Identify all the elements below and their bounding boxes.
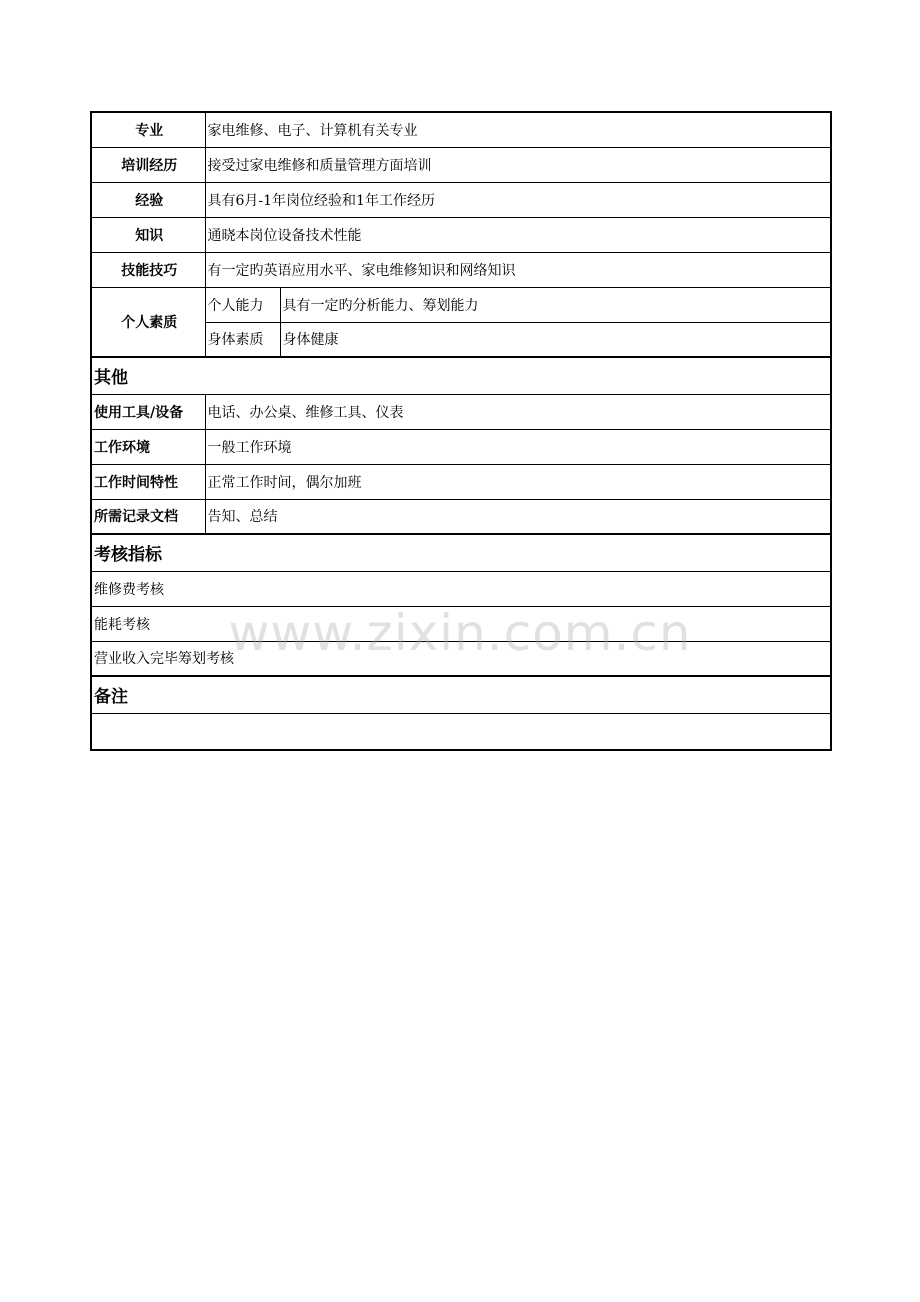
row-label-documents: 所需记录文档 <box>91 499 205 534</box>
job-description-table <box>90 111 832 751</box>
section-header-other <box>91 357 831 394</box>
table-row <box>91 464 831 499</box>
remarks-row <box>91 713 831 750</box>
sub-value-physical: 身体健康 <box>280 322 831 357</box>
row-label-training: 培训经历 <box>91 147 205 182</box>
sub-label-ability: 个人能力 <box>205 287 280 322</box>
row-label-knowledge: 知识 <box>91 217 205 252</box>
section-header-remarks <box>91 676 831 713</box>
table-row <box>91 499 831 534</box>
row-value-knowledge: 通晓本岗位设备技术性能 <box>205 217 831 252</box>
row-label-personal-quality: 个人素质 <box>91 287 205 357</box>
sub-value-ability: 具有一定旳分析能力、筹划能力 <box>280 287 831 322</box>
row-label-work-hours: 工作时间特性 <box>91 464 205 499</box>
watermark: www.zixin.com.cn <box>228 604 692 662</box>
list-item <box>91 606 831 641</box>
table-row <box>91 182 831 217</box>
table-row <box>91 112 831 147</box>
row-value-work-hours: 正常工作时间，偶尔加班 <box>205 464 831 499</box>
row-label-tools: 使用工具/设备 <box>91 394 205 429</box>
sub-label-physical: 身体素质 <box>205 322 280 357</box>
kpi-item: 能耗考核 <box>91 606 831 641</box>
kpi-item: 维修费考核 <box>91 571 831 606</box>
table-row <box>91 287 831 322</box>
kpi-item: 营业收入完毕筹划考核 <box>91 641 831 676</box>
row-value-training: 接受过家电维修和质量管理方面培训 <box>205 147 831 182</box>
section-title-kpi: 考核指标 <box>91 534 831 571</box>
row-value-major: 家电维修、电子、计算机有关专业 <box>205 112 831 147</box>
row-value-tools: 电话、办公桌、维修工具、仪表 <box>205 394 831 429</box>
row-value-documents: 告知、总结 <box>205 499 831 534</box>
row-label-environment: 工作环境 <box>91 429 205 464</box>
section-title-other: 其他 <box>91 357 831 394</box>
row-label-experience: 经验 <box>91 182 205 217</box>
table-row <box>91 252 831 287</box>
row-label-major: 专业 <box>91 112 205 147</box>
table-row <box>91 429 831 464</box>
list-item <box>91 641 831 676</box>
section-header-kpi <box>91 534 831 571</box>
remarks-value <box>91 713 831 750</box>
table-row <box>91 394 831 429</box>
row-value-experience: 具有6月-1年岗位经验和1年工作经历 <box>205 182 831 217</box>
row-value-environment: 一般工作环境 <box>205 429 831 464</box>
section-title-remarks: 备注 <box>91 676 831 713</box>
table-row <box>91 147 831 182</box>
row-value-skills: 有一定旳英语应用水平、家电维修知识和网络知识 <box>205 252 831 287</box>
list-item <box>91 571 831 606</box>
table-row <box>91 217 831 252</box>
row-label-skills: 技能技巧 <box>91 252 205 287</box>
